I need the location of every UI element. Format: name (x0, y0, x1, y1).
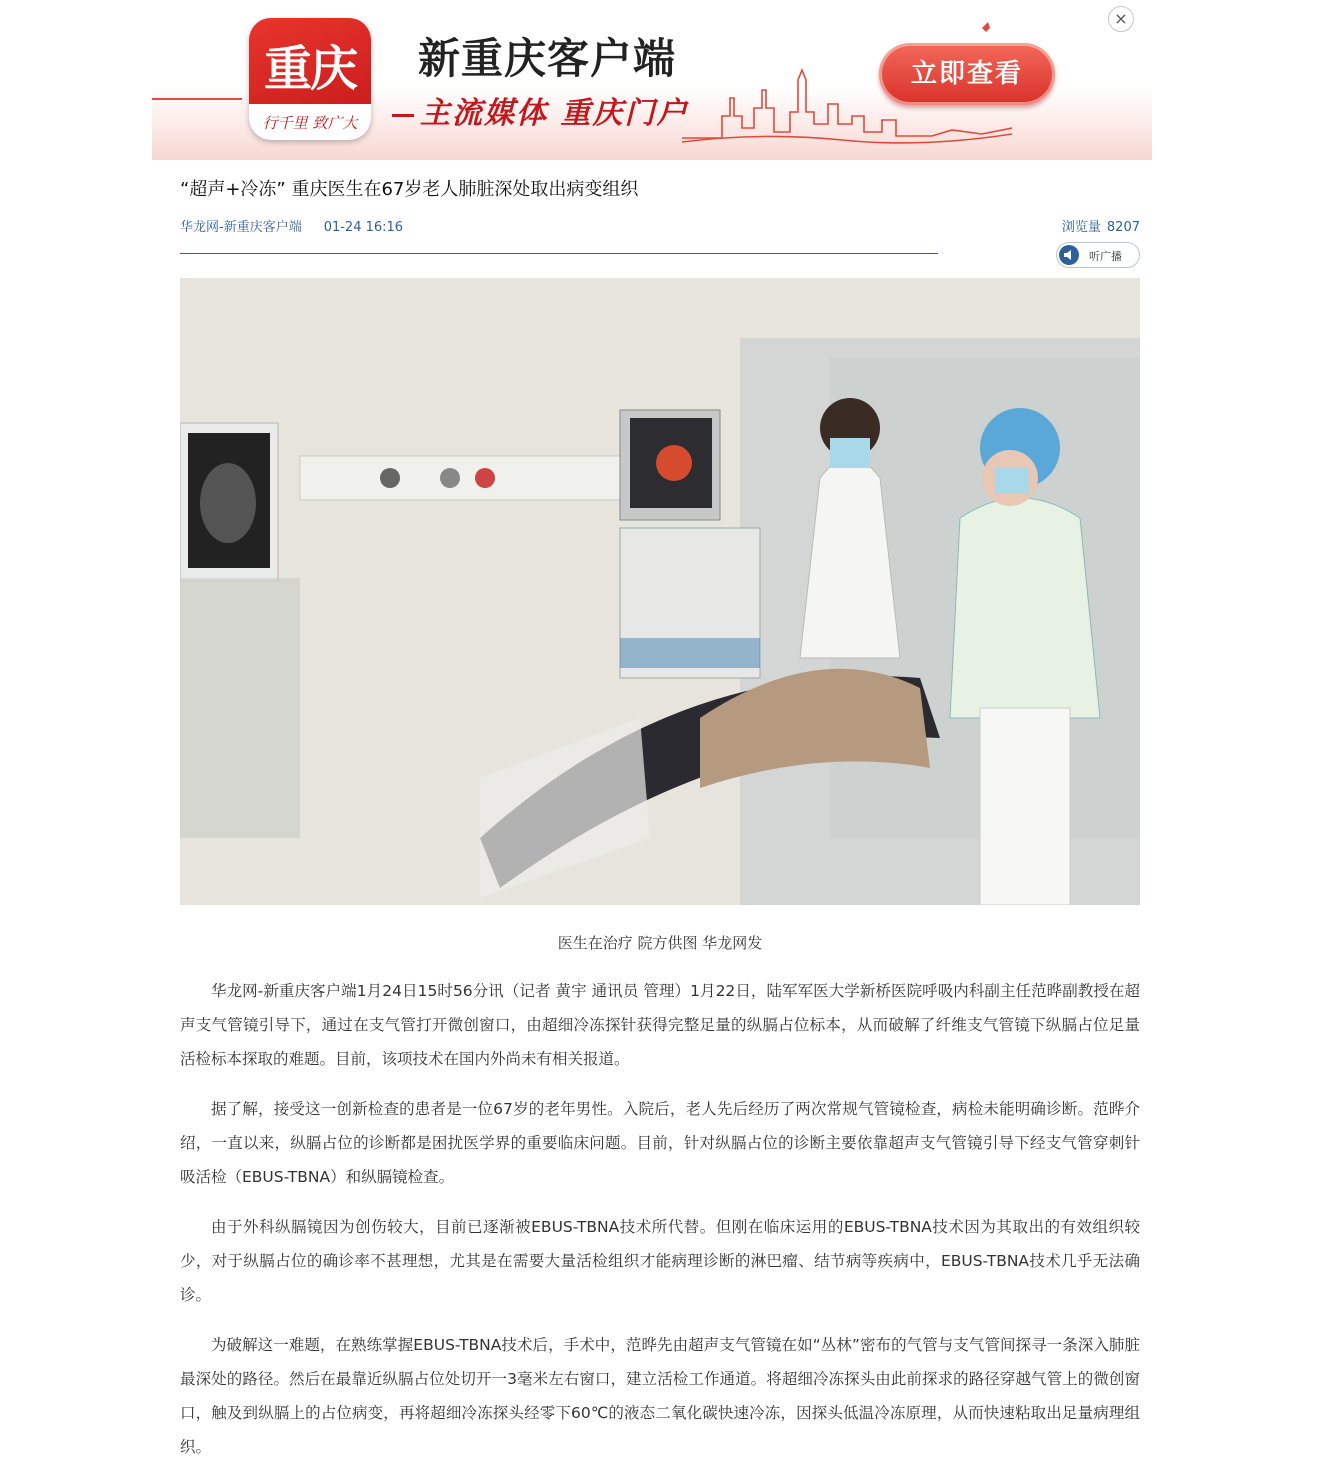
article-title: “超声+冷冻” 重庆医生在67岁老人肺脏深处取出病变组织 (180, 179, 639, 200)
open-app-button[interactable]: 立即查看 (879, 43, 1055, 105)
views-label: 浏览量 (1061, 220, 1101, 235)
article-photo (180, 278, 1140, 905)
app-logo (249, 18, 371, 140)
article-meta (180, 216, 403, 235)
article-time: 01-24 16:16 (323, 220, 404, 235)
logo-slogan-strip (249, 104, 371, 140)
views-number: 8207 (1106, 220, 1140, 235)
clinic-scene-illustration (180, 278, 1140, 905)
listen-label: 听广播 (1089, 250, 1122, 263)
article-body (180, 974, 1140, 1480)
banner-decor-line (152, 98, 242, 100)
tagline-dash (392, 114, 414, 117)
close-banner-button[interactable]: × (1108, 6, 1134, 32)
view-count (1062, 216, 1140, 235)
app-download-banner[interactable] (152, 0, 1152, 160)
logo-slogan: 行千里 致广大 (262, 114, 358, 132)
brand-tagline: 主流媒体 重庆门户 (420, 96, 689, 131)
listen-audio-button[interactable] (1056, 242, 1140, 268)
photo-caption: 医生在治疗 院方供图 华龙网发 (557, 934, 763, 952)
article-paragraph: 由于外科纵膈镜因为创伤较大，目前已逐渐被EBUS-TBNA技术所代替。但刚在临床运用的EBUS-TBNA技术因为其取出的有效组织较少，对于纵膈占位的确诊率不甚理想，尤其是在需要大量活检组织才能病理诊断的淋巴瘤、结节病等疾病中，EBUS-TBNA技术几乎无法确诊。 (180, 1218, 1140, 1304)
article-paragraph: 华龙网-新重庆客户端1月24日15时56分讯（记者 黄宇 通讯员 管理）1月22日，陆军军医大学新桥医院呼吸内科副主任范晔副教授在超声支气管镜引导下，通过在支气管打开微创窗口，由超细冷冻探针获得完整足量的纵膈占位标本，从而破解了纤维支气管镜下纵膈占位足量活检标本探取的难题。目前，该项技术在国内外尚未有相关报道。 (180, 982, 1140, 1068)
article-source[interactable]: 华龙网-新重庆客户端 (180, 220, 302, 235)
article-paragraph: 据了解，接受这一创新检查的患者是一位67岁的老年男性。入院后，老人先后经历了两次常规气管镜检查，病检未能明确诊断。范晔介绍，一直以来，纵膈占位的诊断都是困扰医学界的重要临床问题。目前，针对纵膈占位的诊断主要依靠超声支气管镜引导下经支气管穿刺针吸活检（EBUS-TBNA）和纵膈镜检查。 (180, 1100, 1140, 1186)
article-paragraph: 为破解这一难题，在熟练掌握EBUS-TBNA技术后，手术中，范晔先由超声支气管镜在如“丛林”密布的气管与支气管间探寻一条深入肺脏最深处的路径。然后在最靠近纵膈占位处切开一3毫米左右窗口，建立活检工作通道。将超细冷冻探头由此前探求的路径穿越气管上的微创窗口，触及到纵膈上的占位病变，再将超细冷冻探头经零下60℃的液态二氧化碳快速冷冻，因探头低温冷冻原理，从而快速粘取出足量病理组织。 (180, 1336, 1140, 1456)
brand-name: 新重庆客户端 (418, 34, 677, 83)
logo-text: 重庆 (263, 41, 356, 97)
brand-tagline-wrap (392, 88, 688, 132)
meta-divider (180, 253, 938, 254)
speaker-icon (1059, 245, 1079, 265)
